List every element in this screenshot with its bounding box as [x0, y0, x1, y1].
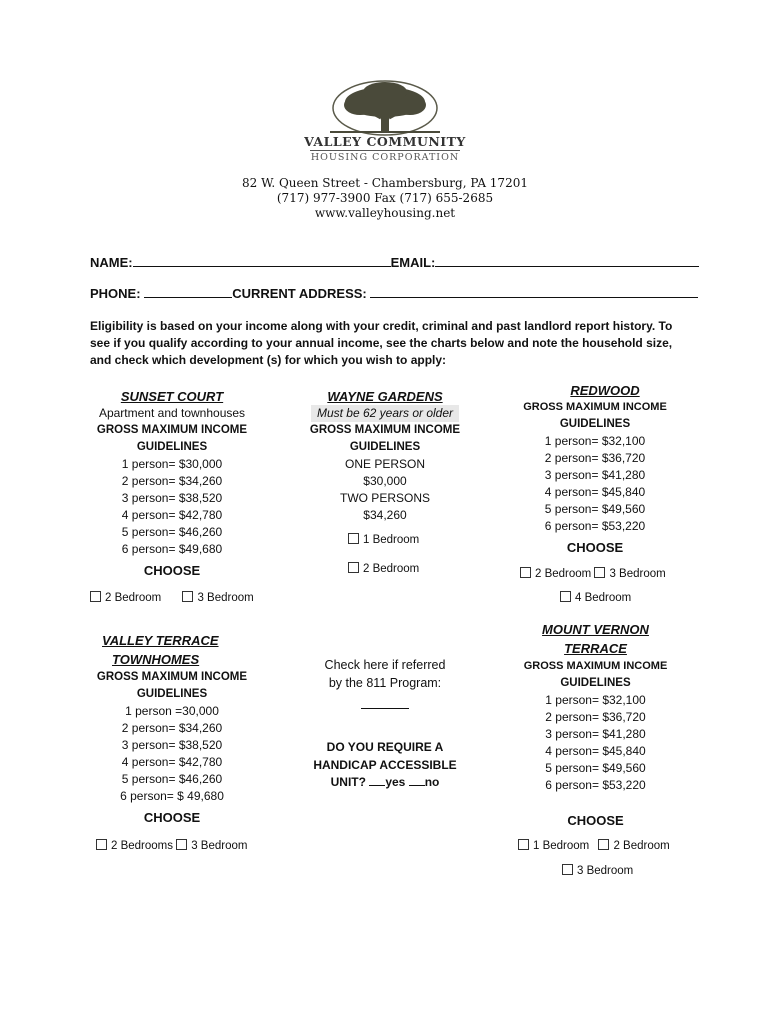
- redwood-section: REDWOOD GROSS MAXIMUM INCOME GUIDELINES 1 person= $32,100 2 person= $36,720 3 person= $41,280 4 person= $45,840 5 person= $49,560 6 person= $53,220 CHOOSE: [520, 382, 670, 556]
- referral-text1: Check here if referred: [324, 658, 446, 672]
- wayne-1-bedroom-checkbox[interactable]: [348, 533, 359, 544]
- income-row: 4 person= $42,780: [121, 755, 223, 769]
- address-street: 82 W. Queen Street - Chambersburg, PA 17201: [242, 176, 528, 190]
- income-row: 1 person= $32,100: [544, 434, 646, 448]
- income-row: 1 person= $32,100: [545, 693, 646, 707]
- handicap-yes-field[interactable]: [369, 785, 385, 786]
- vernon-choose-label: CHOOSE: [567, 813, 624, 828]
- referral-text2: by the 811 Program:: [328, 676, 442, 690]
- oak-tree-icon: [300, 78, 470, 138]
- handicap-no-field[interactable]: [409, 785, 425, 786]
- wayne-gardens-subtitle: Must be 62 years or older: [311, 405, 459, 422]
- address-phone-fax: (717) 977-3900 Fax (717) 655-2685: [276, 191, 494, 205]
- wayne-2-bedroom-option: 2 Bedroom: [348, 562, 419, 575]
- wayne-2-bedroom-checkbox[interactable]: [348, 562, 359, 573]
- terrace-3-bedroom-checkbox[interactable]: [176, 839, 187, 850]
- terrace-choose-label: CHOOSE: [143, 810, 201, 825]
- income-row: 5 person= $46,260: [121, 772, 223, 786]
- income-row: 3 person= $41,280: [544, 468, 646, 482]
- income-row: 4 person= $45,840: [545, 744, 646, 758]
- redwood-options-row1: 2 Bedroom 3 Bedroom: [520, 567, 666, 580]
- income-row: 3 person= $41,280: [545, 727, 646, 741]
- terrace-2-bedrooms-checkbox[interactable]: [96, 839, 107, 850]
- income-row: 2 person= $34,260: [121, 474, 223, 488]
- redwood-choose-label: CHOOSE: [566, 540, 624, 555]
- referral-field[interactable]: [361, 698, 409, 709]
- phone-address-row: [90, 284, 698, 301]
- name-field[interactable]: [133, 253, 391, 267]
- income-row: 5 person= $49,560: [545, 761, 646, 775]
- vernon-2-bedroom-checkbox[interactable]: [598, 839, 609, 850]
- redwood-options-row2: 4 Bedroom: [560, 591, 631, 604]
- phone-label: PHONE:: [90, 286, 141, 301]
- handicap-block: DO YOU REQUIRE A HANDICAP ACCESSIBLE UNIT? yes no: [313, 740, 457, 789]
- terrace-options: 2 Bedrooms 3 Bedroom: [96, 839, 247, 852]
- sunset-2-bedroom-checkbox[interactable]: [90, 591, 101, 602]
- income-row: 5 person= $49,560: [544, 502, 646, 516]
- logo: [300, 78, 470, 164]
- redwood-3-bedroom-checkbox[interactable]: [594, 567, 605, 578]
- valley-terrace-section: VALLEY TERRACE TOWNHOMES GROSS MAXIMUM INCOME GUIDELINES 1 person =30,000 2 person= $34,260 3 person= $38,520 4 person= $42,780 5 person= $46,260 6 person= $ 49,680 CHOOSE: [92, 631, 252, 826]
- valley-terrace-title2: TOWNHOMES: [112, 652, 200, 667]
- email-field[interactable]: [435, 253, 699, 267]
- redwood-2-bedroom-checkbox[interactable]: [520, 567, 531, 578]
- income-row: 6 person= $ 49,680: [120, 789, 224, 803]
- income-row: 2 person= $34,260: [121, 721, 223, 735]
- eligibility-text: Eligibility is based on your income along with your credit, criminal and past landlord report history. To see if you qualify according to your annual income, see the charts below and note the household size, and check which development (s) for which you wish to apply:: [90, 319, 673, 367]
- valley-terrace-title1: VALLEY TERRACE: [102, 633, 219, 648]
- referral-block: [300, 656, 470, 709]
- income-row: 2 person= $36,720: [545, 710, 646, 724]
- logo-divider: [310, 150, 460, 151]
- income-row: 5 person= $46,260: [121, 525, 223, 539]
- vernon-options-row2: 3 Bedroom: [562, 864, 633, 877]
- income-row: 1 person =30,000: [125, 704, 219, 718]
- address-block: [235, 176, 535, 221]
- vernon-1-bedroom-checkbox[interactable]: [518, 839, 529, 850]
- sunset-choose-label: CHOOSE: [143, 563, 201, 578]
- email-label: EMAIL:: [390, 255, 436, 270]
- income-row: 6 person= $53,220: [545, 778, 646, 792]
- name-email-row: [90, 253, 699, 270]
- mount-vernon-title2: TERRACE: [564, 641, 627, 656]
- income-row: 1 person= $30,000: [121, 457, 223, 471]
- redwood-4-bedroom-checkbox[interactable]: [560, 591, 571, 602]
- sunset-court-section: SUNSET COURT Apartment and townhouses GROSS MAXIMUM INCOME GUIDELINES 1 person= $30,000 2 person= $34,260 3 person= $38,520 4 person= $42,780 5 person= $46,260 6 person= $49,680 CHOOSE: [92, 388, 252, 579]
- mount-vernon-title1: MOUNT VERNON: [542, 622, 649, 637]
- sunset-court-title: SUNSET COURT: [120, 389, 224, 404]
- vernon-3-bedroom-checkbox[interactable]: [562, 864, 573, 875]
- income-row: 4 person= $42,780: [121, 508, 223, 522]
- sunset-options: 2 Bedroom 3 Bedroom: [90, 591, 254, 604]
- wayne-gardens-title: WAYNE GARDENS: [327, 389, 443, 404]
- address-website: www.valleyhousing.net: [314, 206, 456, 220]
- income-row: 2 person= $36,720: [544, 451, 646, 465]
- income-row: 6 person= $53,220: [544, 519, 646, 533]
- vernon-options-row1: 1 Bedroom 2 Bedroom: [518, 839, 670, 852]
- income-row: 3 person= $38,520: [121, 491, 223, 505]
- name-label: NAME:: [90, 255, 133, 270]
- sunset-3-bedroom-checkbox[interactable]: [182, 591, 193, 602]
- current-address-label: CURRENT ADDRESS:: [232, 286, 367, 301]
- logo-line1: VALLEY COMMUNITY: [304, 134, 466, 149]
- current-address-field[interactable]: [370, 284, 698, 298]
- income-row: 3 person= $38,520: [121, 738, 223, 752]
- redwood-title: REDWOOD: [570, 383, 640, 398]
- phone-field[interactable]: [144, 284, 232, 298]
- mount-vernon-section: MOUNT VERNON TERRACE GROSS MAXIMUM INCOME GUIDELINES 1 person= $32,100 2 person= $36,720 3 person= $41,280 4 person= $45,840 5 person= $49,560 6 person= $53,220 CHOOSE: [518, 620, 673, 829]
- wayne-gardens-section: WAYNE GARDENS Must be 62 years or older GROSS MAXIMUM INCOME GUIDELINES ONE PERSON $30,000 TWO PERSONS $34,260: [305, 388, 465, 524]
- sunset-court-subtitle: Apartment and townhouses: [98, 406, 246, 420]
- income-row: 4 person= $45,840: [544, 485, 646, 499]
- logo-line2: HOUSING CORPORATION: [310, 152, 460, 163]
- wayne-1-bedroom-option: 1 Bedroom: [348, 533, 419, 546]
- income-row: 6 person= $49,680: [121, 542, 223, 556]
